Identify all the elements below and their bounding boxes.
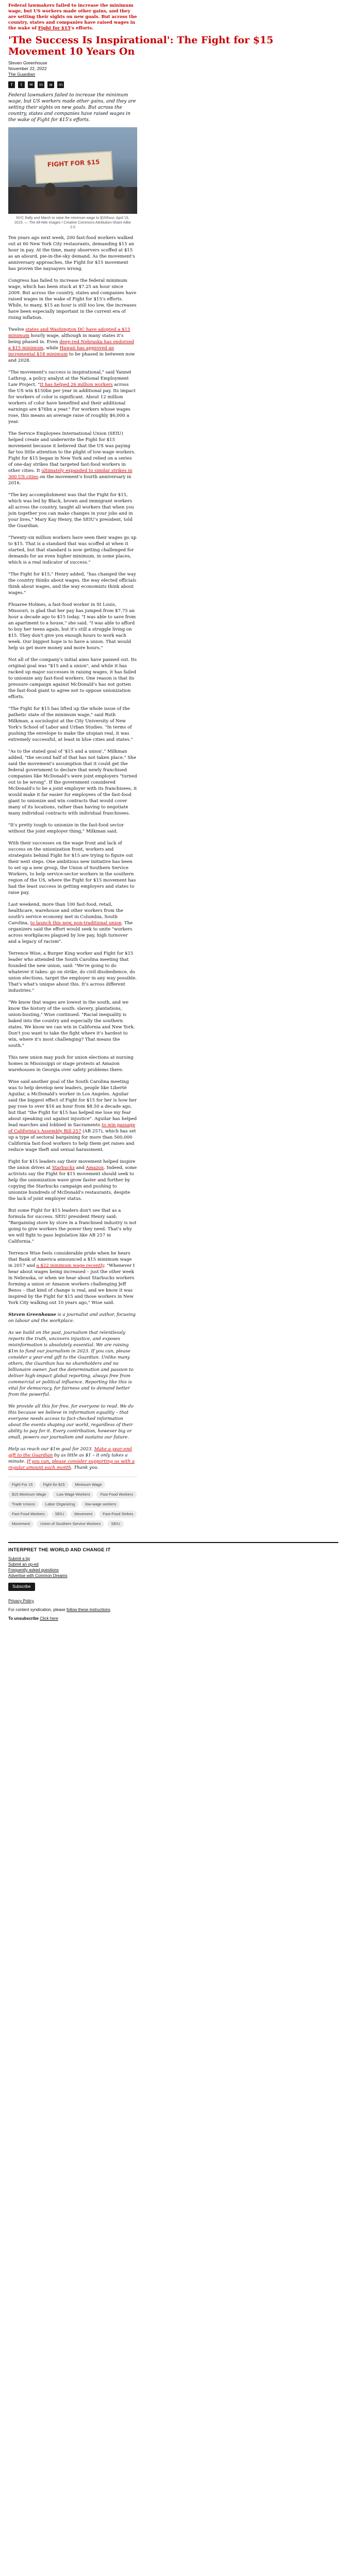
topic-tag[interactable]: low-wage workers	[81, 1501, 120, 1508]
privacy-policy-link[interactable]: Privacy Policy	[8, 1599, 34, 1603]
topic-tag[interactable]: Minimum Wage	[72, 1481, 106, 1488]
facebook-icon[interactable]: f	[8, 81, 15, 88]
headline-rest: The Fight for $15 Movement 10 Years On	[8, 35, 274, 57]
body-paragraph: But some Fight for $15 leaders don't see that as a formula for success. SEIU president Henry said: "Bargaining store by store in a franchised industry is not going to give workers the power they need. That's why we will fight to pass legislation like AB 257 in California."	[8, 1208, 137, 1244]
inline-link[interactable]: deep-red Nebraska has endorsed a $15 minimum	[8, 340, 134, 351]
body-paragraph: Not all of the company's initial aims have panned out. Its original goal was "$15 and a union", and while it has racked up major successes in raising wages, it has failed to unionize any fast-food workers. One reason is that its pressure campaign against McDonald's has not gotten the fast-food giant to agree not to oppose unionization efforts.	[8, 657, 137, 700]
kicker-text-end: 's efforts.	[70, 26, 94, 31]
footer	[0, 1532, 347, 1621]
share-bar	[8, 81, 338, 88]
footer-link[interactable]: Submit a tip	[8, 1556, 30, 1561]
syndication-text: For content syndication, please	[8, 1607, 67, 1612]
body-paragraph: Terrence Wise, a Burger King worker and Fight for $15 leader who attended the South Carolina meeting that founded the new union, said: "We're going to do whatever it takes: go on strike, do civil disobedience, do union elections, target the employer in any way possible. That's what's unique about this. It's across different industries."	[8, 951, 137, 993]
topic-tag[interactable]: Fast-Food Strikes	[99, 1511, 137, 1518]
topic-tag[interactable]: SEIU	[107, 1520, 124, 1528]
body-paragraph: Congress has failed to increase the federal minimum wage, which has been stuck at $7.25 an hour since 2009. But across the country, states and companies have raised wages in the wake of Fight for $15's efforts. While, to many, $15 an hour is still too low, the increases have been especially important in the current era of rising inflation.	[8, 278, 137, 320]
inline-link[interactable]: states and Washington DC have adopted a $15 minimum	[8, 327, 130, 338]
footer-link-item	[8, 1556, 338, 1562]
body-paragraph: Wise said another goal of the South Carolina meeting was to help develop new leaders, people like Liberté Aguilar, a McDonald's worker in Los Angeles. Aguilar said the biggest effect of Fight for $15 for her is how her pay rose to over $16 an hour from $8.50 a decade ago, but that "the Fight for $15 has helped me lose my fear about speaking out against injustice". Aguilar has helped lead marches and lobbied in Sacramento to win passage of California's Assembly Bill 257 (AB 257), which has set up a type of sectoral bargaining for more than 500,000 California fast-food workers to help them get raises and reduce wage theft and sexual harassment.	[8, 1079, 137, 1153]
inline-link[interactable]: a $22 minimum wage recently	[36, 1263, 104, 1268]
hero-photo	[8, 127, 137, 214]
topic-tag[interactable]: Fight For 15	[8, 1481, 36, 1488]
topic-tag[interactable]: $15 Minimum Wage	[8, 1491, 50, 1498]
headline-quote: 'The Success Is Inspirational':	[8, 35, 174, 46]
interpret-links	[8, 1556, 338, 1579]
topic-tag[interactable]: Fast Food Workers	[96, 1491, 137, 1498]
body-paragraph: Terrence Wise feels considerable pride when he hears that Bank of America announced a $15 minimum wage in 2017 and a $22 minimum wage recently. "Whenever I hear about wages being increased – just the other week in Nebraska, or when we hear about Starbucks workers forming a union or Amazon workers challenging Jeff Bezos – that kind of change is real, and we know it was inspired by the Fight for $15 and those workers in New York City walking out 10 years ago," Wise said.	[8, 1251, 135, 1306]
body-paragraph: Fhuaree Holmes, a fast-food worker in St Louis, Missouri, is glad that her pay has jumped from $7.75 an hour a decade ago to $15 today. "I was able to save from an apartment to a house," she said. "I was able to afford to buy her teens again, but it's still a struggle living on $15. They don't give you enough hours to work each week. Our biggest hope is to have a union. That would help us get more money and more hours."	[8, 602, 136, 651]
crowd-head	[80, 185, 92, 198]
interpret-title: INTERPRET THE WORLD AND CHANGE IT	[8, 1547, 111, 1553]
photo-caption: NYC Rally and March to raise the minimum wage to $15/hour, April 15, 2015. — The All-Nite Images / Creative Commons Attribution-Share Alike 2.0	[14, 216, 131, 229]
footer-link[interactable]: Advertise with Common Dreams	[8, 1573, 68, 1578]
body-paragraph: "As to the stated goal of '$15 and a union'," Milkman added, "the second half of that has not taken place." She said the movement's assumption that it could get the federal government to declare that newly franchised companies like McDonald's were joint employers "turned out to be wrong". If the government considered McDonald's to be a joint employer with its franchisees, it would make it far easier for employees of the fast-food giant to unionize and win contracts that would cover many of its locations, rather than having to negotiate many individual contracts with individual franchisees.	[8, 749, 137, 816]
topic-tag[interactable]: Union of Southern Service Workers	[37, 1520, 104, 1528]
inline-link[interactable]: It has helped 26 million workers	[40, 382, 113, 387]
kicker	[8, 3, 137, 31]
inline-link[interactable]: If you can, please consider supporting us with a regular amount each month	[8, 1459, 135, 1470]
privacy-section	[8, 1598, 338, 1621]
linkedin-icon[interactable]: in	[38, 81, 44, 88]
article-body	[8, 235, 338, 1324]
crowd-head	[19, 185, 30, 198]
footer-link-item	[8, 1562, 338, 1567]
body-paragraph: "Twenty-six million workers have seen their wages go up to $15. That is a standard that was scoffed at when it started, but that standard is now getting challenged for demands for an even higher minimum, in some places, which is a real indicator of success."	[8, 535, 137, 565]
body-paragraph: Twelve states and Washington DC have adopted a $15 minimum hourly wage, although in many states it's being phased in. Even deep-red Nebraska has endorsed a $15 minimum, while Hawaii has approved an incremental $18 minimum to be phased in between now and 2028.	[8, 327, 135, 363]
body-paragraph: Last weekend, more than 100 fast-food, retail, healthcare, warehouse and other workers from the south's service economy met in Columbia, South Carolina, to launch this new, non-traditional union. The organizers said the effort would seek to unite "workers across workplaces plagued by low pay, high turnover and a legacy of racism".	[8, 902, 133, 944]
crowd-head	[44, 183, 56, 196]
body-paragraph: "We know that wages are lowest in the south, and we know the history of the south: slavery, plantations, union-busting," Wise continued. "Racial inequality is baked into the country and especially the southern states. We know we can win in California and New York. Don't you want to take the fight where it's hardest to win, where it's most challenging? That means the south."	[8, 1000, 135, 1048]
support-appeal	[8, 1330, 338, 1471]
footer-link[interactable]: Submit an op-ed	[8, 1562, 39, 1567]
headline	[8, 35, 276, 57]
syndication-link[interactable]: follow these instructions	[66, 1607, 110, 1612]
body-paragraph: "The key accomplishment was that the Fight for $15, which was led by Black, brown and immigrant workers all across the country, taught all workers that when you join together you can make changes in your jobs and in your lives," Mary Kay Henry, the SEIU's president, told the Guardian.	[8, 493, 134, 529]
rally-sign: FIGHT FOR $15	[35, 151, 113, 184]
inline-link[interactable]: to launch this new, non-traditional union	[30, 921, 122, 926]
topic-tag[interactable]: Movement	[8, 1520, 34, 1528]
body-paragraph: "It's pretty tough to unionize in the fast-food sector without the joint employer thing," Milkman said.	[8, 823, 124, 834]
tag-list	[8, 1477, 137, 1528]
source-line	[8, 72, 338, 77]
body-paragraph: "The Fight for $15 has lifted up the whole issue of the pathetic state of the minimum wage," said Ruth Milkman, a sociologist at the City University of New York's School of Labor and Urban Studies. "In terms of pushing the envelope to make the utopian real, it was extremely successful, at least in blue cities and states."	[8, 706, 133, 742]
inline-link[interactable]: to win passage of California's Assembly Bill 257	[8, 1123, 136, 1134]
unsubscribe-link[interactable]: Click here	[40, 1616, 58, 1621]
publish-date: November 22, 2022	[8, 66, 47, 71]
body-paragraph: "The movement's success is inspirational," said Yannet Lathrop, a policy analyst at the National Employment Law Project. "It has helped 26 million workers across the US win $150bn per year in additional pay. Its impact for workers of color is significant. About 12 million workers of color have benefited and their additional earnings are $76bn a year." For workers whose wages rose, this means an average raise of roughly $6,000 a year.	[8, 370, 136, 425]
inline-link[interactable]: Make a year-end gift to the Guardian	[8, 1447, 132, 1458]
body-paragraph: Fight for $15 leaders say their movement helped inspire the union drives at Starbucks and Amazon. Indeed, some activists say the Fight for $15 movement should seek to help the unionization wave grow faster and further by copying the Starbucks campaign and pushing to unionize hundreds of McDonald's restaurants, despite the lack of joint employer status.	[8, 1159, 137, 1201]
body-paragraph: Ten years ago next week, 200 fast-food workers walked out at 60 New York City restaurants, demanding $15 an hour in pay. At the time, many observers scoffed at $15 as an absurd, pie-in-the-sky demand. As the movement's anniversary approaches, the Fight for $15 movement has proven the naysayers wrong.	[8, 235, 135, 272]
kicker-text: Federal lawmakers failed to increase the minimum wage, but US workers made other gains, and they are setting their sights on new goals. But across the country, states and companies have raised wages in the wake of	[8, 3, 137, 31]
byline	[8, 60, 338, 66]
inline-link[interactable]: Amazon	[86, 1165, 104, 1171]
body-paragraph: This new union may push for union elections at nursing homes in Mississippi or stage protests at Amazon warehouses in Georgia over safety problems there.	[8, 1055, 134, 1073]
interpret-section	[8, 1542, 338, 1591]
whatsapp-icon[interactable]: w	[47, 81, 54, 88]
appeal-paragraph: We provide all this for free, for everyone to read. We do this because we believe in information equality – that everyone needs access to fact-checked information about the events shaping our world, regardless of their ability to pay for it. Every contribution, however big or small, powers our journalism and sustains our future.	[8, 1404, 134, 1440]
email-icon[interactable]: ✉	[28, 81, 35, 88]
footer-link-item	[8, 1573, 338, 1579]
topic-tag[interactable]: Movement	[71, 1511, 96, 1518]
footer-link[interactable]: Frequently asked questions	[8, 1568, 59, 1572]
body-paragraph: With their successes on the wage front and lack of success on the unionization front, workers and strategists behind Fight for $15 are trying to figure out their next steps. One ambitious new initiative has been to set up a new group, the Union of Southern Service Workers, to help service-sector workers in the southern region of the US, where the Fight for $15 movement has had the least success in getting employers and states to raise pay.	[8, 841, 136, 895]
inline-link[interactable]: Hawaii has approved an incremental $18 minimum	[8, 346, 114, 357]
body-paragraph: Steven Greenhouse is a journalist and author, focusing on labour and the workplace.	[8, 1312, 136, 1324]
topic-tag[interactable]: Fight for $15	[39, 1481, 68, 1488]
appeal-paragraph: As we build on the past, journalism that relentlessly reports the truth, uncovers injustice, and exposes misinformation is absolutely essential. We are raising $1m to fund our journalism in 2023. If you can, please consider a year-end gift to the Guardian. Unlike many others, the Guardian has no shareholders and no billionaire owner. Just the determination and passion to deliver high-impact global reporting, always free from commercial or political influence. Reporting like this is vital for democracy, for fairness and to demand better from the powerful.	[8, 1330, 134, 1397]
standfirst: Federal lawmakers failed to increase the minimum wage, but US workers made other gains, and they are setting their sights on new goals. But across the country, states and companies have raised wages in the wake of Fight for $15's efforts.	[8, 93, 136, 123]
topic-tag[interactable]: Labor Organizing	[42, 1501, 79, 1508]
date-line	[8, 66, 338, 72]
author-bio: Steven Greenhouse	[8, 1312, 56, 1317]
topic-tag[interactable]: Fast Food Workers	[8, 1511, 48, 1518]
inline-link[interactable]: ultimately expanded to similar strikes in 300 US cities	[8, 468, 133, 480]
author: Steven Greenhouse	[8, 60, 47, 65]
body-paragraph: The Service Employees International Union (SEIU) helped create and underwrite the Fight for $15 movement because it believed that the US was paying far too little attention to the plight of low-wage workers. Fight for $15 began in New York and relied on a series of one-day strikes that targeted fast-food workers in other cities. It ultimately expanded to similar strikes in 300 US cities on the movement's fourth anniversary in 2016.	[8, 431, 136, 486]
topic-tag[interactable]: Trade Unions	[8, 1501, 39, 1508]
topic-tag[interactable]: Low Wage Workers	[53, 1491, 93, 1498]
kicker-link[interactable]: Fight for $15	[38, 26, 71, 31]
subscribe-button[interactable]: Subscribe	[8, 1583, 35, 1591]
messenger-icon[interactable]: m	[57, 81, 64, 88]
footer-link-item	[8, 1567, 338, 1573]
twitter-icon[interactable]: t	[18, 81, 25, 88]
appeal-paragraph: Help us reach our $1m goal for 2023. Make a year-end gift to the Guardian by as little as $1 – it only takes a minute. If you can, please consider supporting us with a regular amount each month. Thank you.	[8, 1447, 135, 1470]
topic-tag[interactable]: SEIU	[52, 1511, 68, 1518]
crowd-head	[114, 186, 125, 199]
inline-link[interactable]: Starbucks	[52, 1165, 75, 1171]
body-paragraph: "The Fight for $15," Henry added, "has changed the way the country thinks about wages, the way elected officials think about wages, and the way economists think about wages."	[8, 572, 137, 596]
hero-figure	[8, 127, 137, 230]
source-link[interactable]: The Guardian	[8, 72, 35, 77]
unsubscribe-label: To unsubscribe	[8, 1616, 39, 1621]
